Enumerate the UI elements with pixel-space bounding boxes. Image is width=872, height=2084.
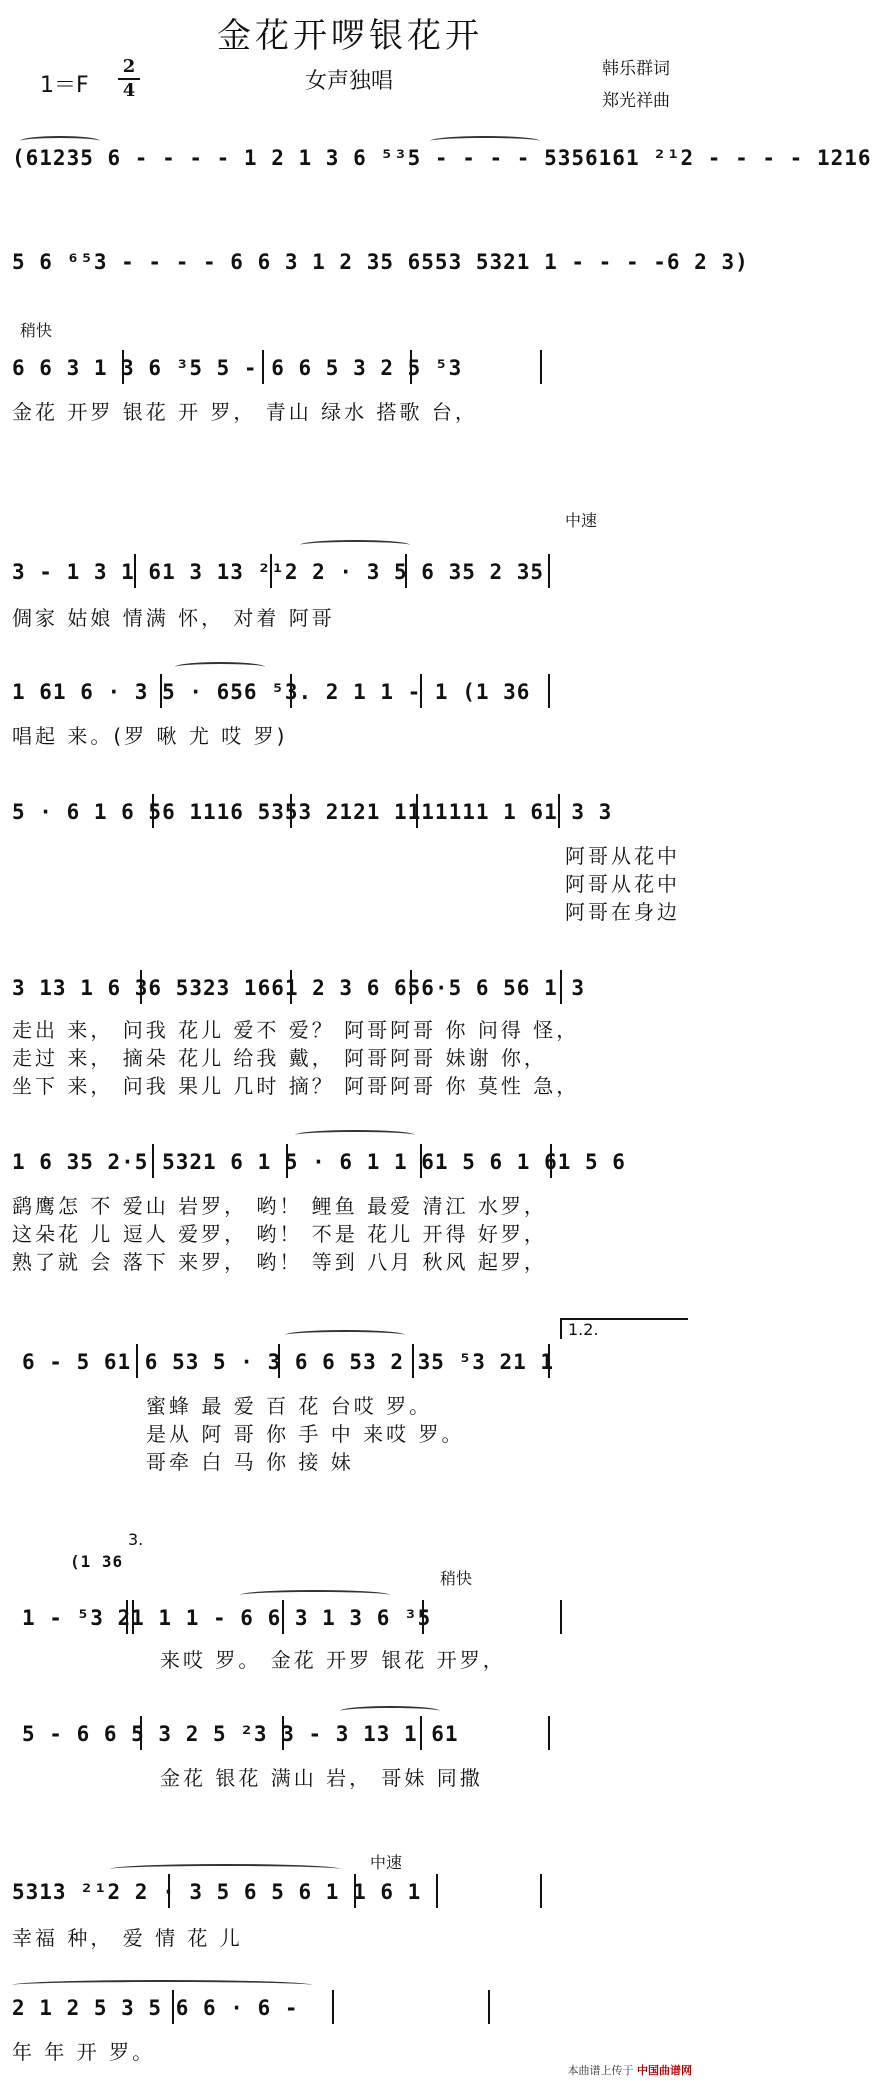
notation-row-6: 5 · 6 1 6 56 1116 5353 2121 1111111 1 61 3 3 xyxy=(12,800,613,824)
lyrics-row-9-verse-1: 蜜蜂 最 爱 百 花 台哎 罗。 xyxy=(146,1394,433,1418)
meter-top: 2 xyxy=(122,56,136,77)
lyrics-row-6-verse-2: 阿哥从花中 xyxy=(565,872,680,896)
lyrics-row-12: 幸福 种， 爱 情 花 儿 xyxy=(12,1926,243,1950)
section-3-marker: 3. xyxy=(128,1530,144,1549)
notation-row-9: 6 - 5 61 6 53 5 · 3 6 6 53 2 35 ⁵3 21 1 xyxy=(22,1350,555,1374)
key-signature: 1＝F xyxy=(40,73,89,98)
lyrics-row-6-verse-1: 阿哥从花中 xyxy=(565,844,680,868)
watermark-site: 中国曲谱网 xyxy=(637,2064,692,2077)
notation-row-10: 1 - ⁵3 21 1 1 - 6 6 3 1 3 6 ³5 xyxy=(22,1606,432,1630)
lyrics-row-7-verse-1: 走出 来， 问我 花儿 爱不 爱？ 阿哥阿哥 你 问得 怪， xyxy=(12,1018,580,1042)
notation-row-2: 5 6 ⁶⁵3 - - - - 6 6 3 1 2 35 6553 5321 1 - - - -6 2 3) xyxy=(12,250,749,274)
lyrics-row-9-verse-3: 哥牵 白 马 你 接 妹 xyxy=(146,1450,354,1474)
lyrics-row-13: 年 年 开 罗。 xyxy=(12,2040,156,2064)
lyrics-row-4: 倜家 姑娘 情满 怀， 对着 阿哥 xyxy=(12,606,335,630)
lyrics-row-3: 金花 开罗 银花 开 罗， 青山 绿水 搭歌 台， xyxy=(12,400,478,424)
tempo-mark-slightly-fast: 稍快 xyxy=(20,321,53,340)
watermark-note: 本曲谱上传于 xyxy=(567,2064,634,2077)
notation-row-8: 1 6 35 2·5 5321 6 1 5 · 6 1 1 61 5 6 1 61 5 6 xyxy=(12,1150,626,1174)
notation-row-11: 5 - 6 6 5 3 2 5 ²3 3 - 3 13 1 61 xyxy=(22,1722,459,1746)
notation-row-7: 3 13 1 6 36 5323 1661 2 3 6 656·5 6 56 1 3 xyxy=(12,976,586,1000)
lyrics-row-5: 唱起 来。(罗 啾 尤 哎 罗) xyxy=(12,724,288,748)
notation-row-13: 2 1 2 5 3 5 6 6 · 6 - xyxy=(12,1996,299,2020)
composer-credit: 郑光祥曲 xyxy=(602,91,670,111)
time-signature xyxy=(118,58,140,100)
lyrics-row-8-verse-1: 鹞鹰怎 不 爱山 岩罗， 哟！ 鲤鱼 最爱 清江 水罗， xyxy=(12,1194,547,1218)
tempo-mark-moderate: 中速 xyxy=(565,511,598,530)
lyrics-row-7-verse-3: 坐下 来， 问我 果儿 几时 摘？ 阿哥阿哥 你 莫性 急， xyxy=(12,1074,580,1098)
lyrics-row-8-verse-3: 熟了就 会 落下 来罗， 哟！ 等到 八月 秋风 起罗， xyxy=(12,1250,547,1274)
pickup-notes: (1 36 xyxy=(70,1552,124,1571)
volta-bracket-1-2: 1.2. xyxy=(560,1318,688,1339)
lyrics-row-8-verse-2: 这朵花 儿 逗人 爱罗， 哟！ 不是 花儿 开得 好罗， xyxy=(12,1222,547,1246)
site-watermark xyxy=(568,2062,693,2078)
lyrics-row-6-verse-3: 阿哥在身边 xyxy=(565,900,680,924)
lyrics-row-7-verse-2: 走过 来， 摘朵 花儿 给我 戴， 阿哥阿哥 妹谢 你， xyxy=(12,1046,547,1070)
tempo-mark-slightly-fast-2: 稍快 xyxy=(440,1569,473,1588)
voice-type: 女声独唱 xyxy=(305,69,394,94)
tempo-mark-moderate-2: 中速 xyxy=(370,1853,403,1872)
notation-row-12: 5313 ²¹2 2 · 3 5 6 5 6 1 1 6 1 xyxy=(12,1880,422,1904)
lyrics-row-10: 来哎 罗。 金花 开罗 银花 开罗， xyxy=(160,1648,506,1672)
meter-bottom: 4 xyxy=(122,80,136,101)
notation-row-1: (61235 6 - - - - 1 2 1 3 6 ⁵³5 - - - - 5356161 ²¹2 - - - - 1216 xyxy=(12,146,872,170)
song-title: 金花开啰银花开 xyxy=(217,16,483,56)
lyrics-row-11: 金花 银花 满山 岩， 哥妹 同撒 xyxy=(160,1766,483,1790)
notation-row-3: 6 6 3 1 3 6 ³5 5 - 6 6 5 3 2 5 ⁵3 xyxy=(12,356,463,380)
lyricist-credit: 韩乐群词 xyxy=(602,59,670,79)
notation-row-4: 3 - 1 3 1 61 3 13 ²¹2 2 · 3 5 6 35 2 35 xyxy=(12,560,545,584)
lyrics-row-9-verse-2: 是从 阿 哥 你 手 中 来哎 罗。 xyxy=(146,1422,465,1446)
notation-row-5: 1 61 6 · 3 5 · 656 ⁵3. 2 1 1 - 1 (1 36 xyxy=(12,680,531,704)
